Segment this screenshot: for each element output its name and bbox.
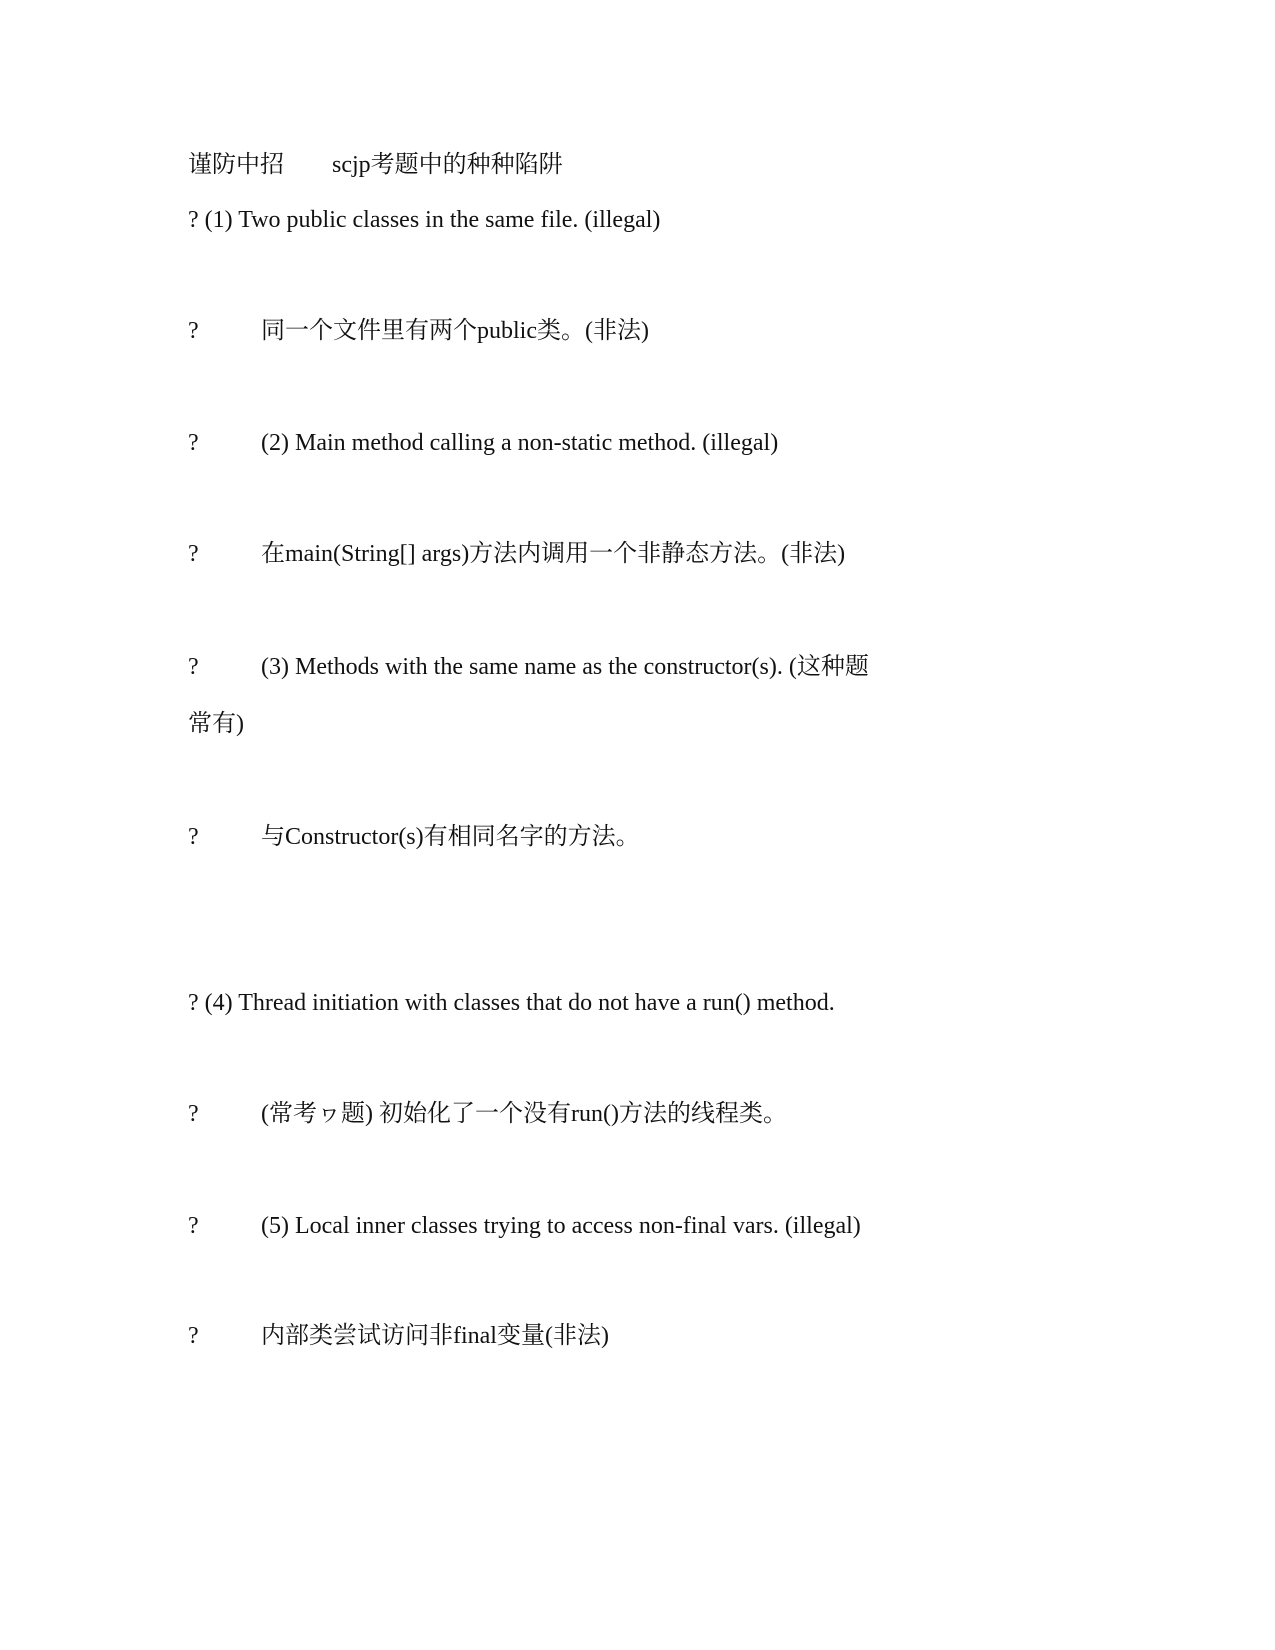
item-5-chinese — [188, 1321, 609, 1351]
item-1-text: ? (1) Two public classes in the same file. (illegal) — [188, 207, 661, 233]
item-1-chinese-text: 同一个文件里有两个public类。(非法) — [261, 318, 649, 344]
item-3-continuation-text: 常有) — [188, 711, 244, 737]
bullet-marker: ? — [188, 1213, 199, 1239]
item-3-english — [188, 652, 869, 682]
document-title — [188, 150, 563, 180]
item-1-english — [188, 205, 660, 235]
bullet-marker: ? — [188, 1323, 199, 1349]
item-3-chinese — [188, 822, 640, 852]
item-4-chinese — [188, 1099, 787, 1129]
bullet-marker: ? — [188, 430, 199, 456]
item-5-english — [188, 1211, 861, 1241]
bullet-marker: ? — [188, 318, 199, 344]
item-2-chinese-text: 在main(String[] args)方法内调用一个非静态方法。(非法) — [261, 541, 846, 567]
item-2-chinese — [188, 539, 846, 569]
item-2-english-text: (2) Main method calling a non-static method. (illegal) — [261, 430, 779, 456]
item-2-english — [188, 428, 779, 458]
title-part-1: 谨防中招 — [188, 152, 284, 178]
bullet-marker: ? — [188, 654, 199, 680]
bullet-marker: ? — [188, 541, 199, 567]
item-3-english-text: (3) Methods with the same name as the constructor(s). (这种题 — [261, 654, 869, 680]
item-5-english-text: (5) Local inner classes trying to access non-final vars. (illegal) — [261, 1213, 861, 1239]
bullet-marker: ? — [188, 1101, 199, 1127]
item-5-chinese-text: 内部类尝试访问非final变量(非法) — [261, 1323, 609, 1349]
title-part-2: scjp考题中的种种陷阱 — [332, 152, 563, 178]
item-4-chinese-text: (常考ヮ题) 初始化了一个没有run()方法的线程类。 — [261, 1101, 787, 1127]
item-3-chinese-text: 与Constructor(s)有相同名字的方法。 — [261, 824, 640, 850]
item-3-continuation — [188, 709, 244, 739]
item-4-english — [188, 988, 835, 1018]
item-1-chinese — [188, 316, 649, 346]
bullet-marker: ? — [188, 824, 199, 850]
item-4-english-text: ? (4) Thread initiation with classes that do not have a run() method. — [188, 990, 835, 1016]
